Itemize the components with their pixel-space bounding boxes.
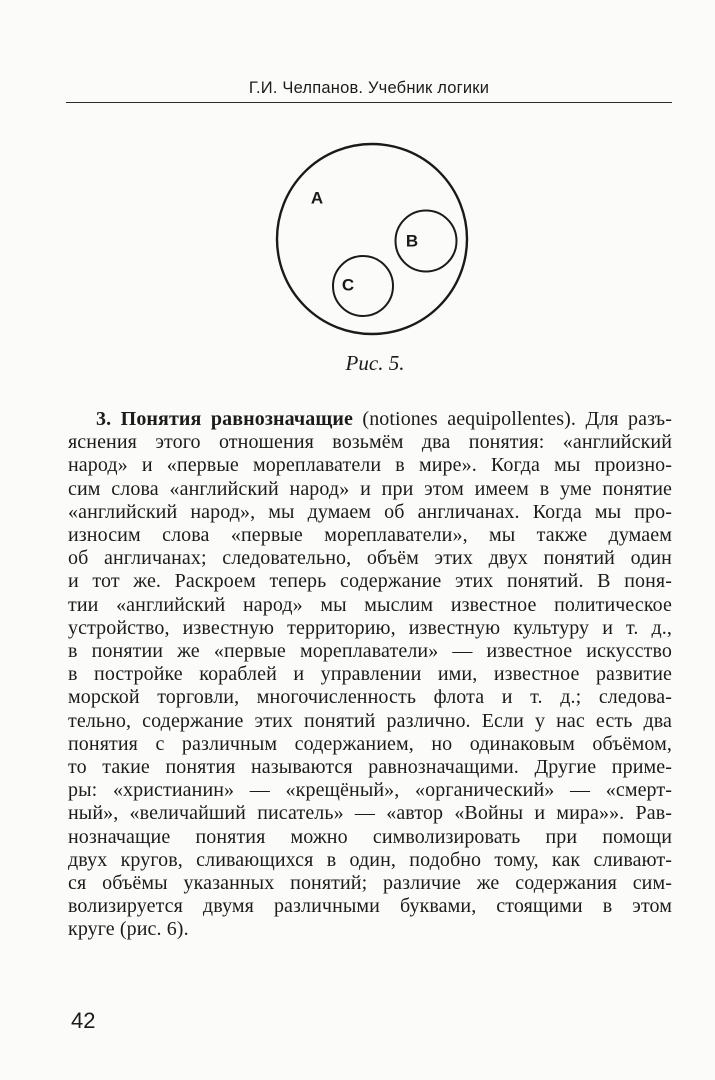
text-line: в понятии же «первые мореплаватели» — известное искусство bbox=[68, 640, 672, 663]
text-line: нозначащие понятия можно символизировать при помощи bbox=[68, 825, 672, 848]
page-number: 42 bbox=[71, 1008, 96, 1033]
figure-caption: Рис. 5. bbox=[345, 351, 405, 375]
label-c: C bbox=[341, 275, 355, 295]
text-line: яснения этого отношения возьмём два понятия: «английский bbox=[68, 431, 672, 454]
text-line: ся объёмы указанных понятий; различие же содержания сим- bbox=[68, 872, 672, 895]
text-line: волизируется двумя различными буквами, стоящими в этом bbox=[68, 895, 672, 918]
euler-diagram-figure bbox=[250, 130, 500, 350]
text-line: в постройке кораблей и управлении ими, известное развитие bbox=[68, 663, 672, 686]
text-line: круге (рис. 6). bbox=[68, 918, 189, 941]
text-line: и тот же. Раскроем теперь содержание этих понятий. В поня- bbox=[68, 570, 672, 593]
text-line: тельно, содержание этих понятий различно. Если у нас есть два bbox=[68, 709, 672, 732]
text-line: об англичанах; следовательно, объём этих двух понятий один bbox=[68, 547, 672, 570]
label-b: B bbox=[405, 231, 419, 251]
outer-circle-a bbox=[277, 144, 467, 334]
text-line: народ» и «первые мореплаватели в мире». Когда мы произно- bbox=[68, 454, 672, 477]
inner-circle-b bbox=[396, 211, 457, 272]
text-line: износим слова «первые мореплаватели», мы также думаем bbox=[68, 524, 672, 547]
running-header: Г.И. Челпанов. Учебник логики bbox=[248, 79, 490, 97]
text-line: двух кругов, сливающихся в один, подобно тому, как сливают- bbox=[68, 848, 672, 871]
text-line: понятия с различным содержанием, но одинаковым объёмом, bbox=[68, 732, 672, 755]
text-line: сим слова «английский народ» и при этом имеем в уме понятие bbox=[68, 477, 672, 500]
label-a: A bbox=[310, 188, 324, 208]
text-line: то такие понятия называются равнозначащими. Другие приме- bbox=[68, 756, 672, 779]
text-line: «английский народ», мы думаем об англичанах. Когда мы про- bbox=[68, 500, 672, 523]
text-line: 3. Понятия равнозначащие (notiones aequipollentes). Для разъ- bbox=[96, 408, 672, 430]
paragraph-lead-bold: 3. Понятия равнозначащие bbox=[96, 408, 353, 430]
text-line: ный», «величайший писатель» — «автор «Войны и мира»». Рав- bbox=[68, 802, 672, 825]
text-line: устройство, известную территорию, известную культуру и т. д., bbox=[68, 616, 672, 639]
text-line: ры: «христианин» — «крещёный», «органический» — «смерт- bbox=[68, 779, 672, 802]
text-line: тии «английский народ» мы мыслим известное политическое bbox=[68, 593, 672, 616]
paragraph bbox=[68, 408, 672, 942]
header-rule bbox=[66, 102, 672, 103]
text-line: морской торговли, многочисленность флота и т. д.; следова- bbox=[68, 686, 672, 709]
